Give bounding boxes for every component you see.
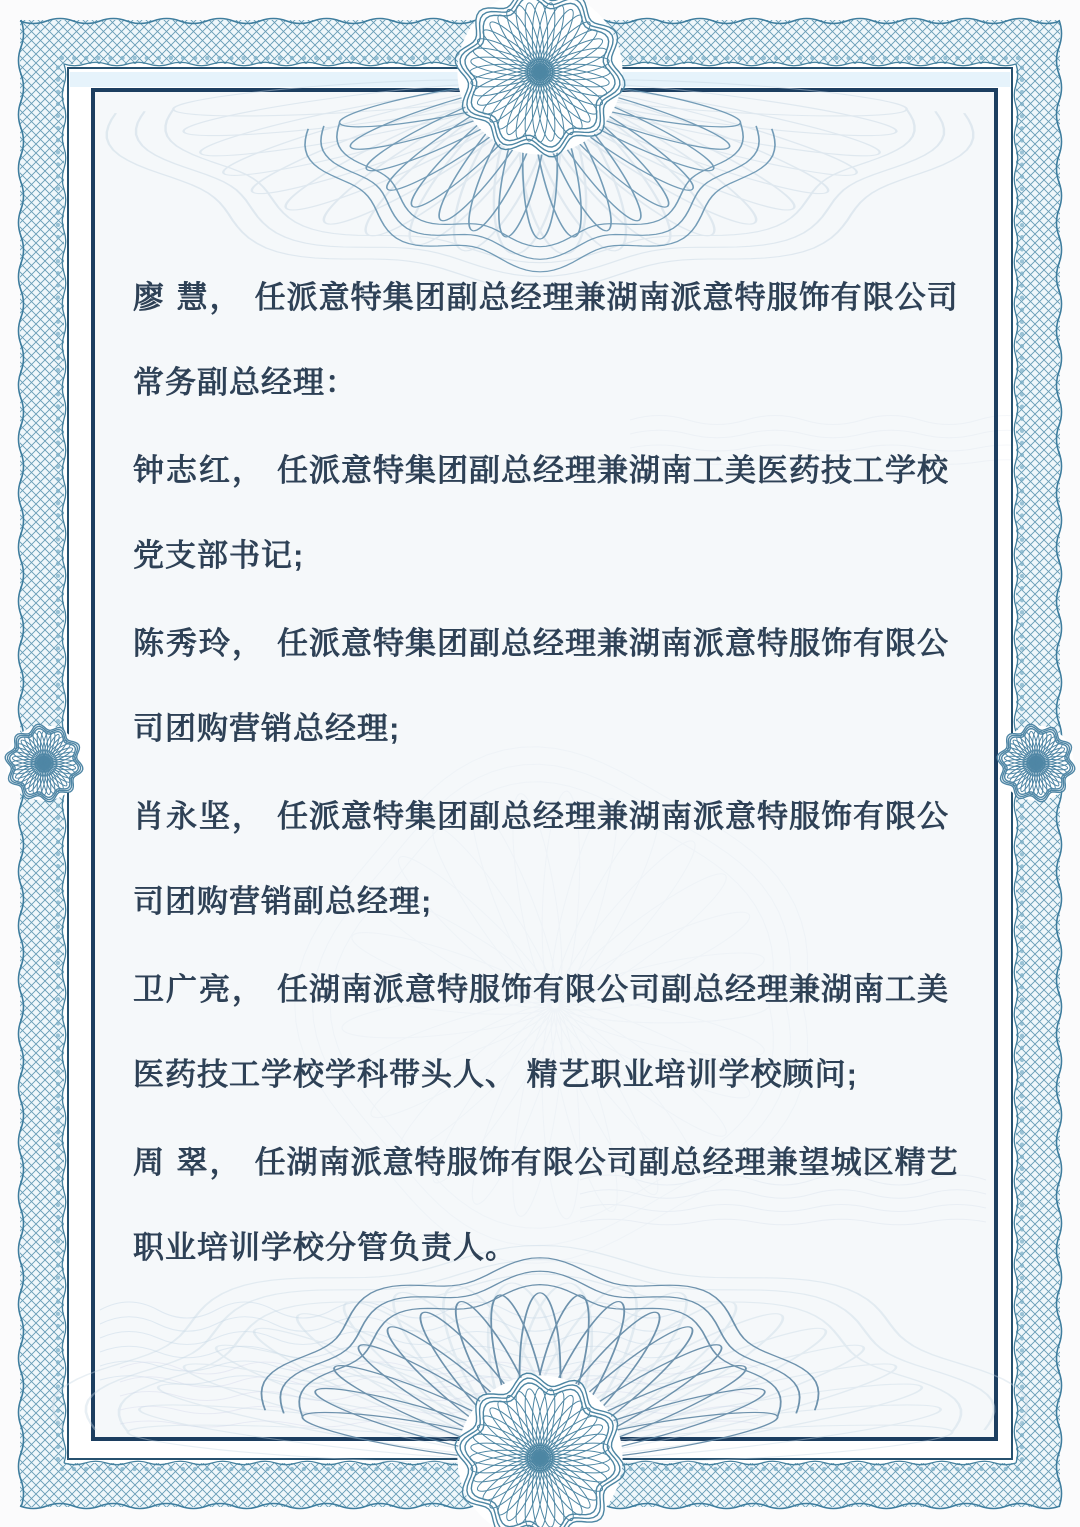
appointment-line xyxy=(133,429,973,514)
person-name: 卫广亮， xyxy=(133,972,265,1007)
appointment-text-block xyxy=(133,256,973,1294)
appointment-line: 司团购营销副总经理; xyxy=(133,883,433,919)
appointment-line: 职业培训学校分管负责人。 xyxy=(133,1229,517,1265)
person-name: 廖 慧， xyxy=(133,280,243,315)
appointment-title-text: 任派意特集团副总经理兼湖南派意特服饰有限公司 xyxy=(254,280,959,315)
appointment-paragraph xyxy=(133,429,973,598)
appointment-title-text: 任湖南派意特服饰有限公司副总经理兼望城区精艺 xyxy=(254,1145,959,1180)
appointment-line: 司团购营销总经理; xyxy=(133,710,401,746)
appointment-paragraph xyxy=(133,1121,973,1290)
appointment-title-text: 任派意特集团副总经理兼湖南派意特服饰有限公 xyxy=(277,626,949,661)
person-name: 周 翠， xyxy=(133,1145,243,1180)
appointment-line xyxy=(133,602,973,687)
appointment-paragraph xyxy=(133,602,973,771)
appointment-line: 医药技工学校学科带头人、 精艺职业培训学校顾问; xyxy=(133,1056,858,1092)
appointment-paragraph xyxy=(133,948,973,1117)
person-name: 肖永坚， xyxy=(133,799,265,834)
appointment-line xyxy=(133,256,973,341)
appointment-line xyxy=(133,948,973,1033)
appointment-line: 常务副总经理： xyxy=(133,364,357,400)
appointment-paragraph xyxy=(133,775,973,944)
appointment-title-text: 任派意特集团副总经理兼湖南工美医药技工学校 xyxy=(277,453,949,488)
appointment-paragraph xyxy=(133,256,973,425)
appointment-line: 党支部书记; xyxy=(133,537,305,573)
appointment-title-text: 任派意特集团副总经理兼湖南派意特服饰有限公 xyxy=(277,799,949,834)
person-name: 陈秀玲， xyxy=(133,626,265,661)
appointment-line xyxy=(133,775,973,860)
appointment-line xyxy=(133,1121,973,1206)
person-name: 钟志红， xyxy=(133,453,265,488)
appointment-title-text: 任湖南派意特服饰有限公司副总经理兼湖南工美 xyxy=(277,972,949,1007)
